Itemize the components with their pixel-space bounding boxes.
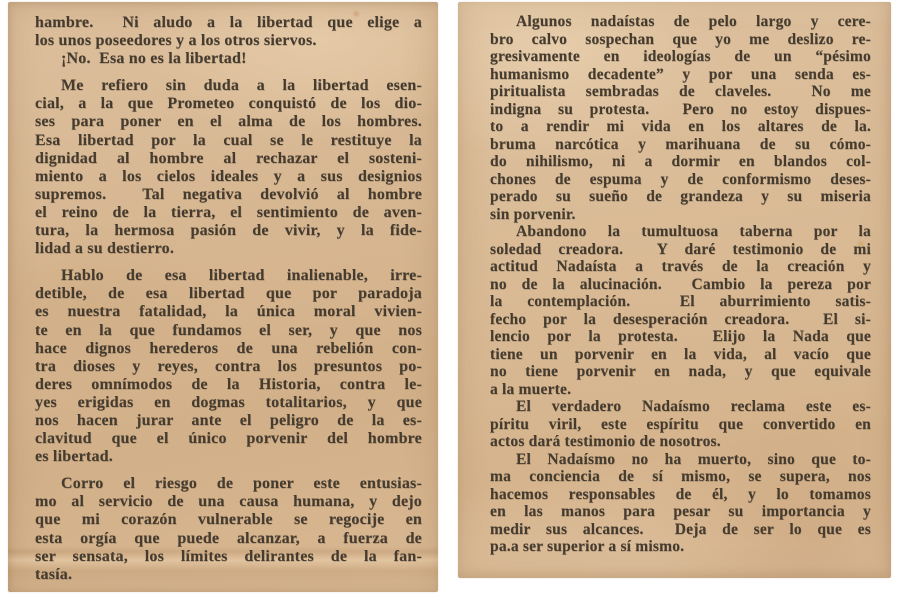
text-line: pa.a ser superior a sí mismo.	[490, 538, 685, 555]
text-line: sin porvenir.	[490, 205, 576, 223]
text-line: esta orgía que puede alcanzar, a fuerza de	[35, 529, 422, 547]
text-line: tura, la hermosa pasión de vivir, y la fide-	[35, 222, 422, 240]
page-left	[8, 2, 438, 592]
text-line: deres omnímodos de la Historia, contra le-	[35, 375, 422, 393]
paragraph	[35, 77, 422, 258]
text-line: bro calvo sospechan que yo me deslizo re-	[490, 30, 871, 48]
paragraph	[490, 13, 871, 223]
text-line: actos dará testimonio de nosotros.	[490, 433, 721, 450]
text-line: ma conciencia de sí mismo, se supera, nos	[490, 468, 871, 485]
paragraph	[490, 451, 871, 556]
page-right-text	[490, 13, 871, 556]
text-line: la contemplación. El aburrimiento satis-	[490, 293, 871, 310]
text-line: el reino de la tierra, el sentimiento de aven-	[35, 203, 422, 221]
text-line: lidad a su destierro.	[35, 240, 175, 258]
text-line: es libertad.	[35, 448, 113, 466]
text-line: tiene un porvenir en la vida, al vacío que	[490, 345, 871, 363]
text-line: nos hacen jurar ante el peligro de la es-	[35, 411, 422, 429]
text-line: ser sensata, los límites delirantes de la fan-	[35, 547, 422, 565]
text-line: cial, a la que Prometeo conquistó de los dio-	[35, 95, 422, 113]
text-line: en las manos para pesar su importancia y	[490, 503, 871, 520]
text-line: soledad creadora. Y daré testimonio de mi	[490, 240, 871, 258]
text-line: no de la alucinación. Cambio la pereza por	[490, 275, 871, 293]
text-line: perado su sueño de grandeza y su miseria	[490, 188, 871, 205]
paragraph	[490, 398, 871, 451]
text-line: medir sus alcances. Deja de ser lo que es	[490, 520, 871, 538]
text-line: supremos. Tal negativa devolvió al hombre	[35, 185, 422, 203]
text-line: Hablo de esa libertad inalienable, irre-	[61, 267, 422, 285]
text-line: miento a los cielos ideales y a sus designios	[35, 167, 422, 185]
text-line: actitud Nadaísta a través de la creación y	[490, 258, 871, 275]
text-line: Abandono la tumultuosa taberna por la	[516, 223, 871, 240]
text-line: El Nadaísmo no ha muerto, sino que to-	[516, 450, 871, 468]
text-line: no tiene porvenir en nada, y que equivale	[490, 363, 871, 380]
text-line: Me refiero sin duda a la libertad esen-	[61, 77, 422, 95]
text-line: do nihilismo, ni a dormir en blandos col-	[490, 153, 871, 170]
text-line: Esa libertad por la cual se le restituye la	[35, 131, 422, 149]
text-line: tasía.	[35, 565, 73, 583]
page-right	[458, 2, 891, 578]
text-line: lencio por la protesta. Elijo la Nada que	[490, 328, 871, 345]
text-line: a la muerte.	[490, 380, 572, 398]
text-line: hambre. Ni aludo a la libertad que elige a	[35, 14, 422, 31]
text-line: dignidad al hombre al rechazar el sosteni-	[35, 149, 422, 167]
text-line: indigna su protesta. Pero no estoy dispues-	[490, 100, 871, 118]
text-line: bruma narcótica y marihuana de su cómo-	[490, 135, 871, 153]
text-line: El verdadero Nadaísmo reclama este es-	[516, 398, 871, 415]
text-line: píritu viril, este espíritu que convertido en	[490, 415, 871, 433]
text-line: Algunos nadaístas de pelo largo y cere-	[516, 13, 871, 30]
text-line: piritualista sembradas de claveles. No me	[490, 83, 871, 100]
text-line: detible, de esa libertad que por paradoja	[35, 285, 422, 303]
text-line: to a rendir mi vida en los altares de la.	[490, 118, 871, 135]
text-line: Corro el riesgo de poner este entusias-	[61, 475, 422, 493]
text-line: mo al servicio de una causa humana, y dejo	[35, 493, 422, 511]
text-line: gresivamente en ideologías de un “pésimo	[490, 48, 871, 65]
text-line: te en la que fundamos el ser, y que nos	[35, 321, 422, 339]
page-left-text	[35, 14, 422, 584]
text-line: hacemos responsables de él, y lo tomamos	[490, 485, 871, 503]
text-line: es nuestra fatalidad, la única moral vivien-	[35, 303, 422, 321]
paragraph	[35, 475, 422, 584]
paragraph	[35, 267, 422, 466]
text-line: fecho por la desesperación creadora. El si-	[490, 310, 871, 328]
paragraph	[35, 50, 422, 68]
paragraph	[490, 223, 871, 398]
text-line: ses para poner en el alma de los hombres.	[35, 113, 422, 131]
text-line: tra dioses y reyes, contra los presuntos po-	[35, 357, 422, 375]
text-line: los unos poseedores y a los otros siervos.	[35, 32, 317, 50]
text-line: hace dignos herederos de una rebelión con-	[35, 339, 422, 357]
text-line: yes erigidas en dogmas totalitarios, y que	[35, 393, 422, 411]
text-line: humanismo decadente” y por una senda es-	[490, 65, 871, 83]
text-line: ¡No. Esa no es la libertad!	[61, 50, 247, 68]
text-line: chones de espuma y de conformismo deses-	[490, 170, 871, 188]
paragraph	[35, 14, 422, 50]
text-line: que mi corazón vulnerable se regocije en	[35, 511, 422, 529]
text-line: clavitud que el único porvenir del hombre	[35, 430, 422, 448]
